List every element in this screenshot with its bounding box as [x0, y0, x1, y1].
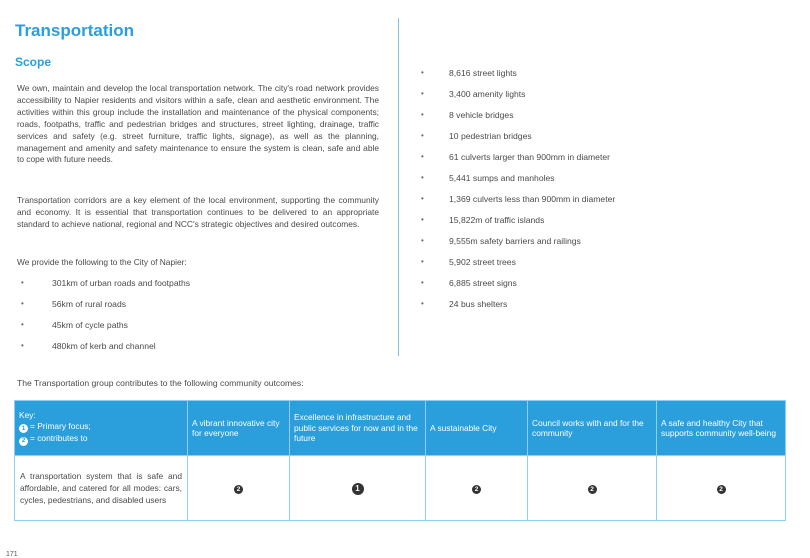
bullet-icon: •: [21, 320, 24, 329]
outcome-cell: [290, 456, 426, 521]
list-item: • 5,902 street trees: [421, 257, 516, 267]
page-title: Transportation: [15, 21, 135, 40]
column-header: Excellence in infrastructure and public services for now and in the future: [290, 401, 426, 456]
page-number: 171: [6, 551, 18, 558]
bullet-icon: •: [421, 173, 424, 182]
contributes-to-icon: 2: [234, 485, 243, 494]
primary-focus-icon: 1: [19, 424, 28, 433]
key-cell: [15, 401, 188, 456]
list-item: • 61 culverts larger than 900mm in diameter: [421, 152, 610, 162]
outcome-cell: [657, 456, 786, 521]
key-label: Key:: [19, 410, 36, 420]
bullet-icon: •: [21, 299, 24, 308]
bullet-icon: •: [421, 257, 424, 266]
column-header: Council works with and for the community: [528, 401, 657, 456]
outcome-cell: [426, 456, 528, 521]
column-header: A safe and healthy City that supports community well-being: [657, 401, 786, 456]
bullet-icon: •: [421, 236, 424, 245]
section-subtitle: Scope: [15, 55, 52, 69]
table-row: [15, 456, 786, 521]
bullet-icon: •: [421, 152, 424, 161]
row-description: A transportation system that is safe and affordable, and catered for all modes: cars, cycles, pedestrians, and disabled users: [15, 456, 188, 521]
bullet-icon: •: [21, 341, 24, 350]
infrastructure-assets-list: [421, 67, 761, 319]
bullet-icon: •: [421, 131, 424, 140]
outcome-cell: [528, 456, 657, 521]
list-item: • 301km of urban roads and footpaths: [21, 278, 191, 288]
list-item: • 15,822m of traffic islands: [421, 215, 545, 225]
contributes-to-icon: 2: [588, 485, 597, 494]
scope-paragraph-2: Transportation corridors are a key element of the local environment, supporting the community and economy. It is essential that transportation continues to be delivered to an appropriate standard to achieve national, regional and NCC's strategic objectives and desired outcomes.: [17, 195, 379, 229]
primary-focus-icon: 1: [352, 483, 364, 495]
list-item: • 56km of rural roads: [21, 299, 127, 309]
bullet-icon: •: [21, 278, 24, 287]
list-item: • 8,616 street lights: [421, 68, 517, 78]
bullet-icon: •: [421, 110, 424, 119]
table-header-row: [15, 401, 786, 456]
column-divider: [398, 18, 399, 356]
list-item: • 8 vehicle bridges: [421, 110, 514, 120]
community-outcomes-table: [14, 400, 786, 521]
contributes-to-icon: 2: [717, 485, 726, 494]
list-item: • 10 pedestrian bridges: [421, 131, 532, 141]
bullet-icon: •: [421, 278, 424, 287]
list-item: • 480km of kerb and channel: [21, 341, 156, 351]
list-item: • 45km of cycle paths: [21, 320, 128, 330]
key-primary: 1 = Primary focus;: [19, 421, 183, 434]
column-header: A vibrant innovative city for everyone: [188, 401, 290, 456]
list-item: • 1,369 culverts less than 900mm in diameter: [421, 194, 616, 204]
bullet-icon: •: [421, 299, 424, 308]
bullet-icon: •: [421, 194, 424, 203]
list-item: • 24 bus shelters: [421, 299, 508, 309]
bullet-icon: •: [421, 68, 424, 77]
list-item: • 3,400 amenity lights: [421, 89, 526, 99]
bullet-icon: •: [421, 215, 424, 224]
contributes-to-icon: 2: [19, 437, 28, 446]
table-intro: The Transportation group contributes to the following community outcomes:: [17, 378, 304, 388]
list-item: • 5,441 sumps and manholes: [421, 173, 555, 183]
scope-paragraph-1: We own, maintain and develop the local transportation network. The city's road network provides accessibility to Napier residents and visitors within a safe, clean and aesthetic environment. The activities within this group include the installation and maintenance of the physical components; roads, footpaths, traffic and pedestrian bridges and structures, street lighting, drainage, traffic services and safety (e.g. street furniture, traffic lights, signage), as well as the planning, management and amenity and safety maintenance to ensure the system is clean, safe and able to cope with future needs.: [17, 83, 379, 165]
list-item: • 9,555m safety barriers and railings: [421, 236, 581, 246]
column-header: A sustainable City: [426, 401, 528, 456]
outcome-cell: [188, 456, 290, 521]
urban-assets-list: [21, 277, 361, 361]
contributes-to-icon: 2: [472, 485, 481, 494]
key-contributes: 2 = contributes to: [19, 433, 183, 446]
bullet-icon: •: [421, 89, 424, 98]
list-item: • 6,885 street signs: [421, 278, 517, 288]
scope-paragraph-3: We provide the following to the City of Napier:: [17, 257, 187, 267]
